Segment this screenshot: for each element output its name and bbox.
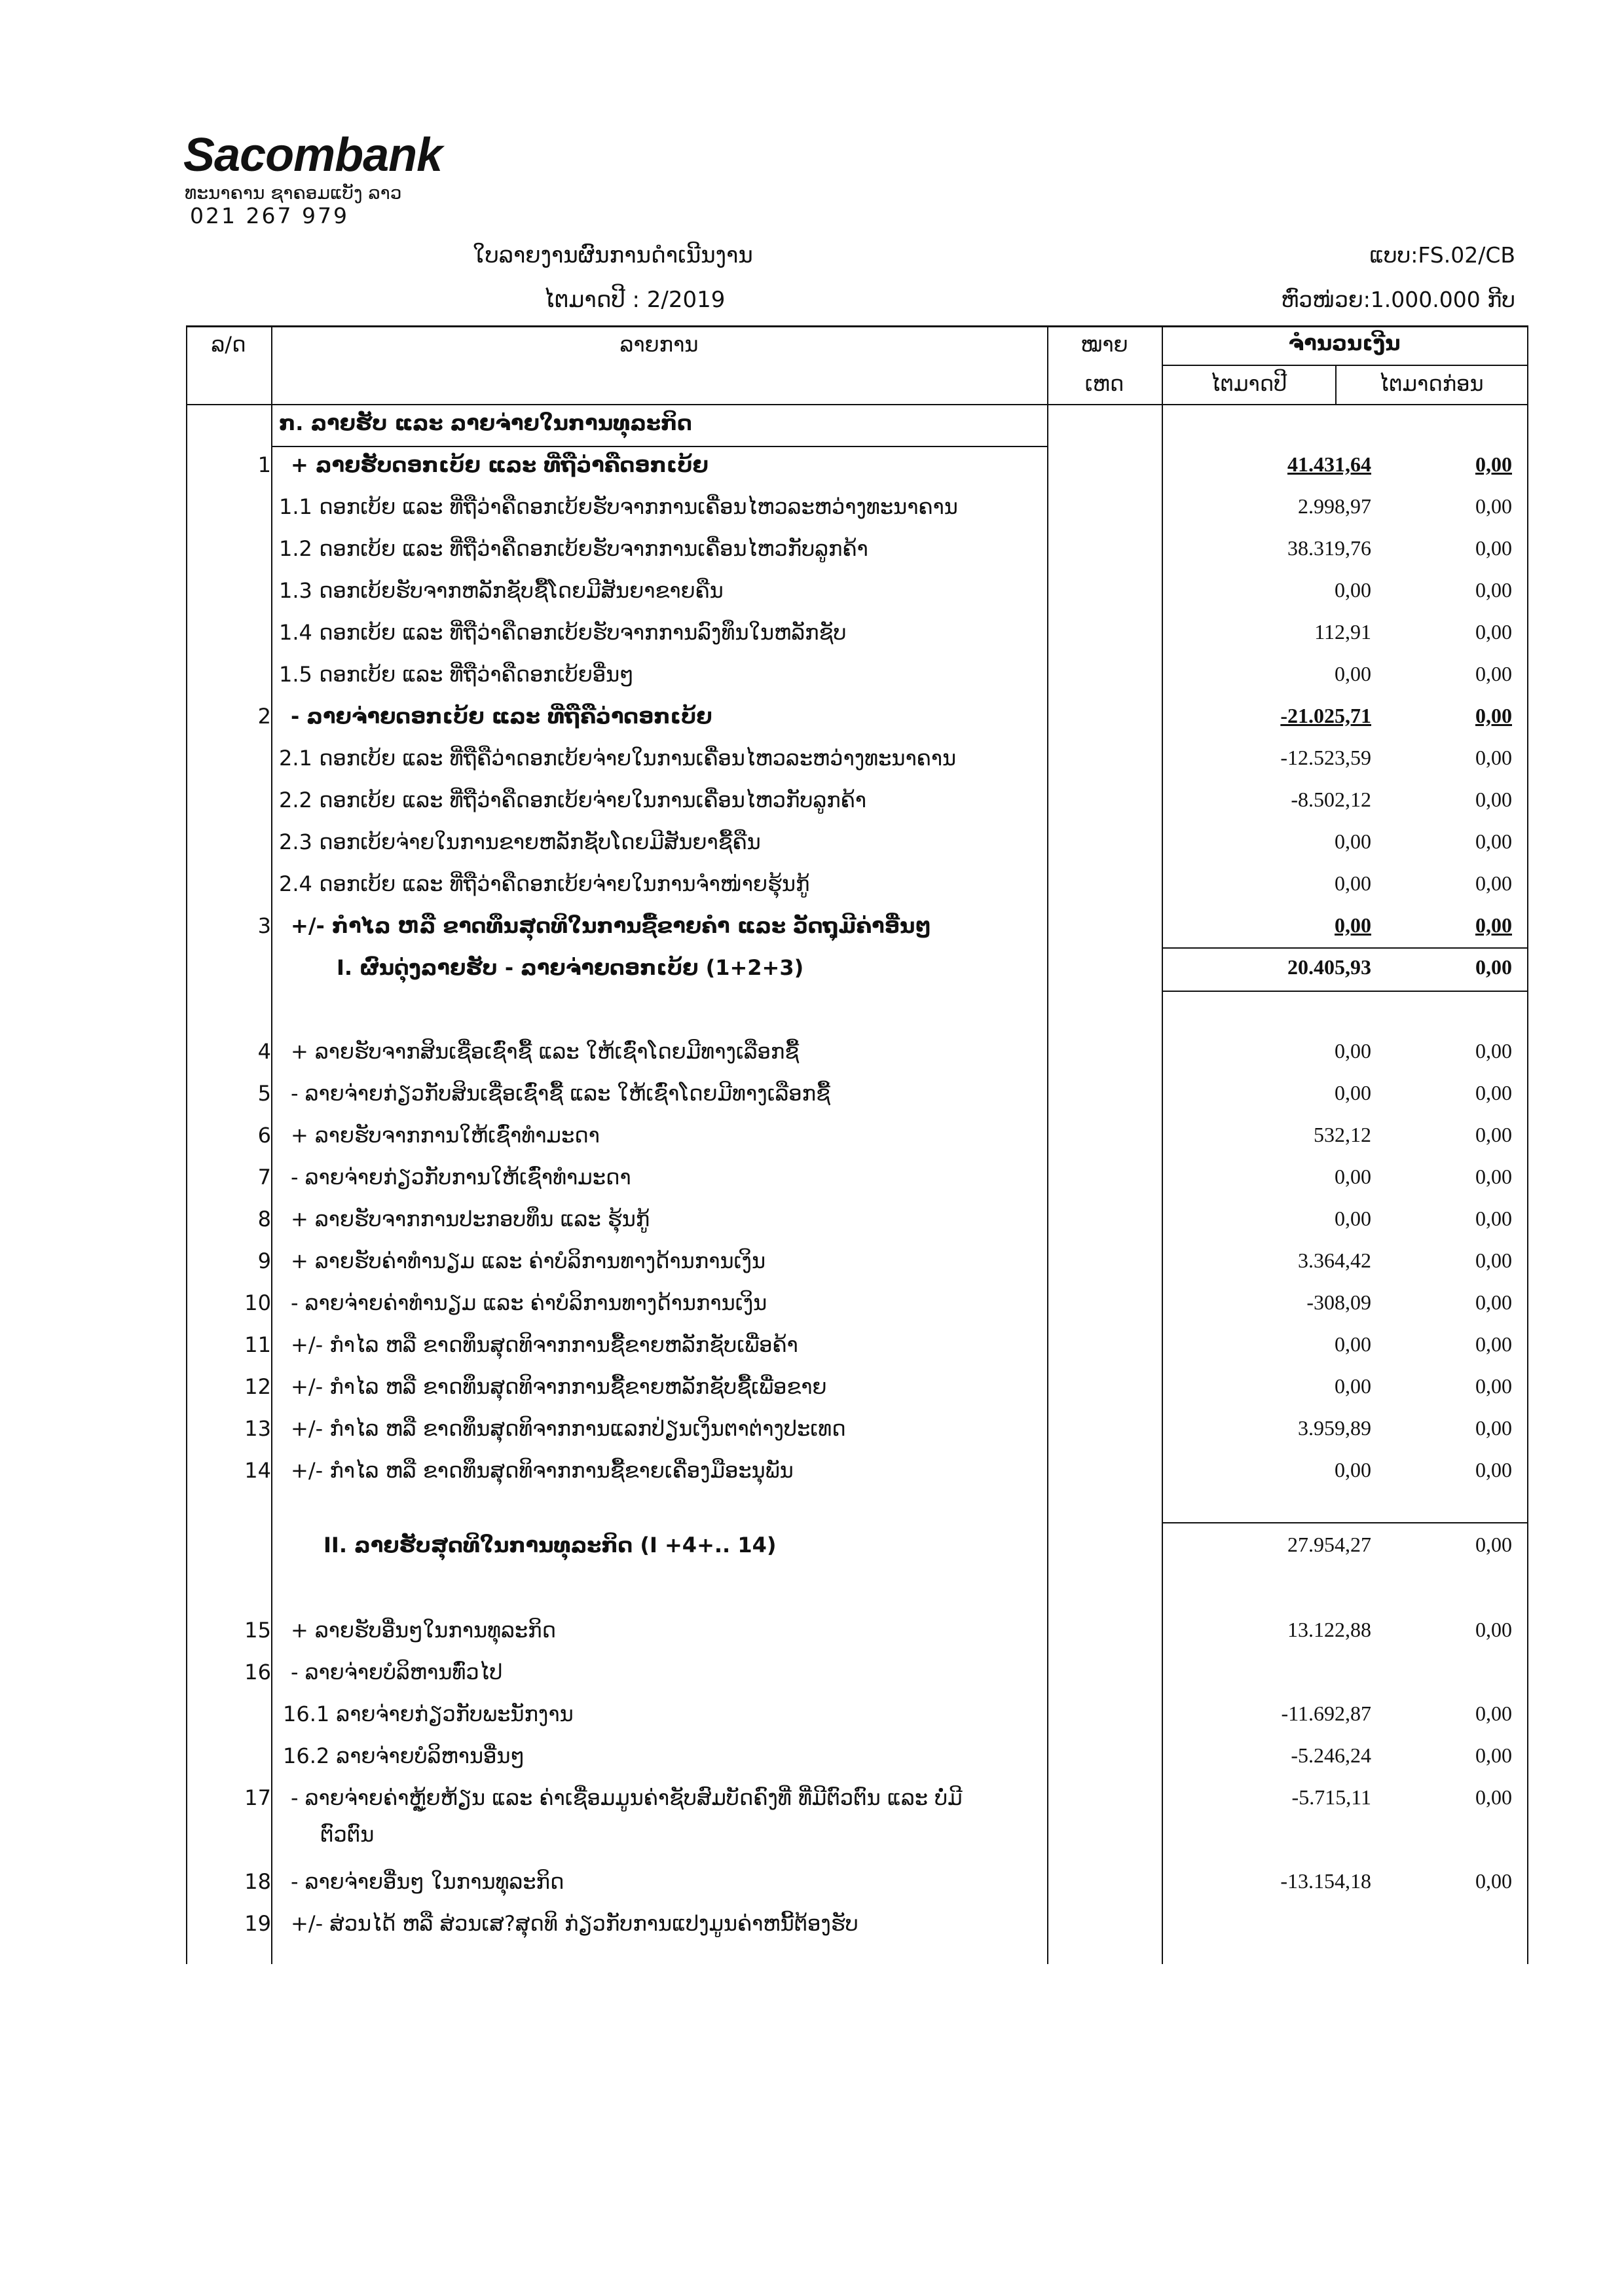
table-row: 10 - ລາຍຈ່າຍຄ່າທຳນຽມ ແລະ ຄ່າບໍລິການທາງດ້ານການເງິນ -308,09 0,00	[244, 1290, 1512, 1315]
bank-name: ທະນາຄານ ຊາຄອມແບັງ ລາວ	[185, 182, 402, 204]
table-row: 6 + ລາຍຮັບຈາກການໃຫ້ເຊົ່າທຳມະດາ 532,12 0,00	[257, 1123, 1512, 1148]
table-row: 2.3 ດອກເບ້ຍຈ່າຍໃນການຂາຍຫລັກຊັບໂດຍມີສັນຍາຊື້ຄືນ 0,00 0,00	[279, 829, 1512, 854]
table-row: 18 - ລາຍຈ່າຍອື່ນໆ ໃນການທຸລະກິດ -13.154,18 0,00	[244, 1869, 1512, 1894]
table-row: 2.1 ດອກເບ້ຍ ແລະ ທີ່ຖືຄືວ່າດອກເບ້ຍຈ່າຍໃນການເຄື່ອນໄຫວລະຫວ່າງທະນາຄານ -12.523,59 0,00	[279, 746, 1512, 771]
table-row: 1.1 ດອກເບ້ຍ ແລະ ທີ່ຖືວ່າຄືດອກເບ້ຍຮັບຈາກການເຄື່ອນໄຫວລະຫວ່າງທະນາຄານ 2.998,97 0,00	[279, 494, 1512, 519]
table-row: 15 + ລາຍຮັບອື່ນໆໃນການທຸລະກິດ 13.122,88 0,00	[244, 1618, 1512, 1643]
table-row: 1.3 ດອກເບ້ຍຮັບຈາກຫລັກຊັບຊື້ໂດຍມີສັນຍາຂາຍຄືນ 0,00 0,00	[279, 578, 1512, 603]
col-header-note: ໝາຍ	[1080, 332, 1128, 357]
col-header-amount: ຈຳນວນເງີນ	[1288, 331, 1401, 355]
form-code: ແບບ:FS.02/CB	[1369, 242, 1515, 268]
report-period: ໄຕມາດປີ : 2/2019	[544, 287, 726, 313]
table-row: 1 + ລາຍຮັບດອກເບ້ຍ ແລະ ທີ່ຖືວ່າຄືດອກເບ້ຍ 41.431,64 0,00	[257, 452, 1512, 477]
table-row: ກ. ລາຍຮັບ ແລະ ລາຍຈ່າຍໃນການທຸລະກິດ	[279, 410, 692, 435]
table-row: 12 +/- ກຳໄລ ຫລື ຂາດທຶນສຸດທິຈາກການຊື້ຂາຍຫລັກຊັບຊື້ເພື່ອຂາຍ 0,00 0,00	[244, 1374, 1512, 1399]
col-header-no: ລ/ດ	[211, 332, 246, 357]
table-row: 1.2 ດອກເບ້ຍ ແລະ ທີ່ຖືວ່າຄືດອກເບ້ຍຮັບຈາກການເຄື່ອນໄຫວກັບລູກຄ້າ 38.319,76 0,00	[279, 536, 1512, 561]
bank-logo: Sacombank	[183, 129, 443, 181]
table-row: 2.4 ດອກເບ້ຍ ແລະ ທີ່ຖືວ່າຄືດອກເບ້ຍຈ່າຍໃນການຈຳໜ່າຍຮຸ້ນກູ້ 0,00 0,00	[279, 871, 1512, 896]
table-row: 16.2 ລາຍຈ່າຍບໍລິຫານອື່ນໆ -5.246,24 0,00	[283, 1743, 1512, 1768]
table-row: 19 +/- ສ່ວນໄດ້ ຫລື ສ່ວນເສ?ສຸດທິ ກ່ຽວກັບການແປງມູນຄ່າຫນີ້ຕ້ອງຮັບ	[244, 1911, 858, 1936]
table-row: II. ລາຍຮັບສຸດທິໃນການທຸລະກິດ (I +4+.. 14) 27.954,27 0,00	[323, 1533, 1512, 1558]
document-title: ໃບລາຍງານຜົນການດຳເນີນງານ	[473, 242, 753, 268]
table-row: I. ຜົນດຸ່ງລາຍຮັບ - ລາຍຈ່າຍດອກເບ້ຍ (1+2+3) 20.405,93 0,00	[337, 955, 1512, 980]
table-row: 11 +/- ກຳໄລ ຫລື ຂາດທຶນສຸດທິຈາກການຊື້ຂາຍຫລັກຊັບເພື່ອຄ້າ 0,00 0,00	[244, 1332, 1512, 1357]
table-row: 9 + ລາຍຮັບຄ່າທຳນຽມ ແລະ ຄ່າບໍລິການທາງດ້ານການເງິນ 3.364,42 0,00	[257, 1248, 1512, 1273]
table-row: 1.5 ດອກເບ້ຍ ແລະ ທີ່ຖືວ່າຄືດອກເບ້ຍອື່ນໆ 0,00 0,00	[279, 662, 1512, 687]
table-row: 1.4 ດອກເບ້ຍ ແລະ ທີ່ຖືວ່າຄືດອກເບ້ຍຮັບຈາກການລົງທຶນໃນຫລັກຊັບ 112,91 0,00	[279, 620, 1512, 645]
table-row: 4 + ລາຍຮັບຈາກສິນເຊື່ອເຊົ່າຊື້ ແລະ ໃຫ້ເຊົ່າໂດຍມີທາງເລືອກຊື້ 0,00 0,00	[257, 1039, 1512, 1064]
col-header-note-2: ເຫດ	[1084, 371, 1124, 396]
table-row: 3 +/- ກຳໄລ ຫລື ຂາດທຶນສຸດທິໃນການຊື້ຂາຍຄຳ ແລະ ວັດຖຸມີຄ່າອື່ນໆ 0,00 0,00	[257, 913, 1512, 938]
col-header-previous: ໄຕມາດກ່ອນ	[1378, 371, 1484, 396]
table-row: 16 - ລາຍຈ່າຍບໍລິຫານທົ່ວໄປ	[244, 1660, 503, 1685]
currency-unit: ຫົວໜ່ວຍ:1.000.000 ກີບ	[1281, 287, 1515, 312]
table-row: 13 +/- ກຳໄລ ຫລື ຂາດທຶນສຸດທິຈາກການແລກປ່ຽນເງິນຕາຕ່າງປະເທດ 3.959,89 0,00	[244, 1416, 1512, 1441]
income-statement-table	[186, 325, 1527, 1964]
col-header-current: ໄຕມາດປີ	[1209, 371, 1287, 396]
table-row: 16.1 ລາຍຈ່າຍກ່ຽວກັບພະນັກງານ -11.692,87 0,00	[283, 1702, 1512, 1726]
table-row: 2 - ລາຍຈ່າຍດອກເບ້ຍ ແລະ ທີ່ຖືຄືວ່າດອກເບ້ຍ -21.025,71 0,00	[257, 704, 1512, 729]
table-row: 7 - ລາຍຈ່າຍກ່ຽວກັບການໃຫ້ເຊົ່າທຳມະດາ 0,00 0,00	[257, 1165, 1512, 1190]
col-header-item: ລາຍການ	[619, 332, 699, 357]
table-row: 17 - ລາຍຈ່າຍຄ່າຫຼູ້ຍຫ້ຽນ ແລະ ຄ່າເຊື່ອມມູນຄ່າຊັບສົມບັດຄົງທີ່ ທີ່ມີຕົວຕົນ ແລະ ບໍ່ມີ ຕົວຕົນ -5.715,11 0,00	[244, 1785, 1512, 1847]
table-row: 8 + ລາຍຮັບຈາກການປະກອບທຶນ ແລະ ຮຸ້ນກູ້ 0,00 0,00	[257, 1207, 1512, 1231]
table-row: 14 +/- ກຳໄລ ຫລື ຂາດທຶນສຸດທິຈາກການຊື້ຂາຍເຄື່ອງມືອະນຸພັນ 0,00 0,00	[244, 1458, 1512, 1483]
bank-phone: 021 267 979	[190, 203, 349, 228]
table-row: 2.2 ດອກເບ້ຍ ແລະ ທີ່ຖືວ່າຄືດອກເບ້ຍຈ່າຍໃນການເຄື່ອນໄຫວກັບລູກຄ້າ -8.502,12 0,00	[279, 788, 1512, 812]
table-row: 5 - ລາຍຈ່າຍກ່ຽວກັບສິນເຊື່ອເຊົ່າຊື້ ແລະ ໃຫ້ເຊົ່າໂດຍມີທາງເລືອກຊື້ 0,00 0,00	[257, 1081, 1512, 1106]
